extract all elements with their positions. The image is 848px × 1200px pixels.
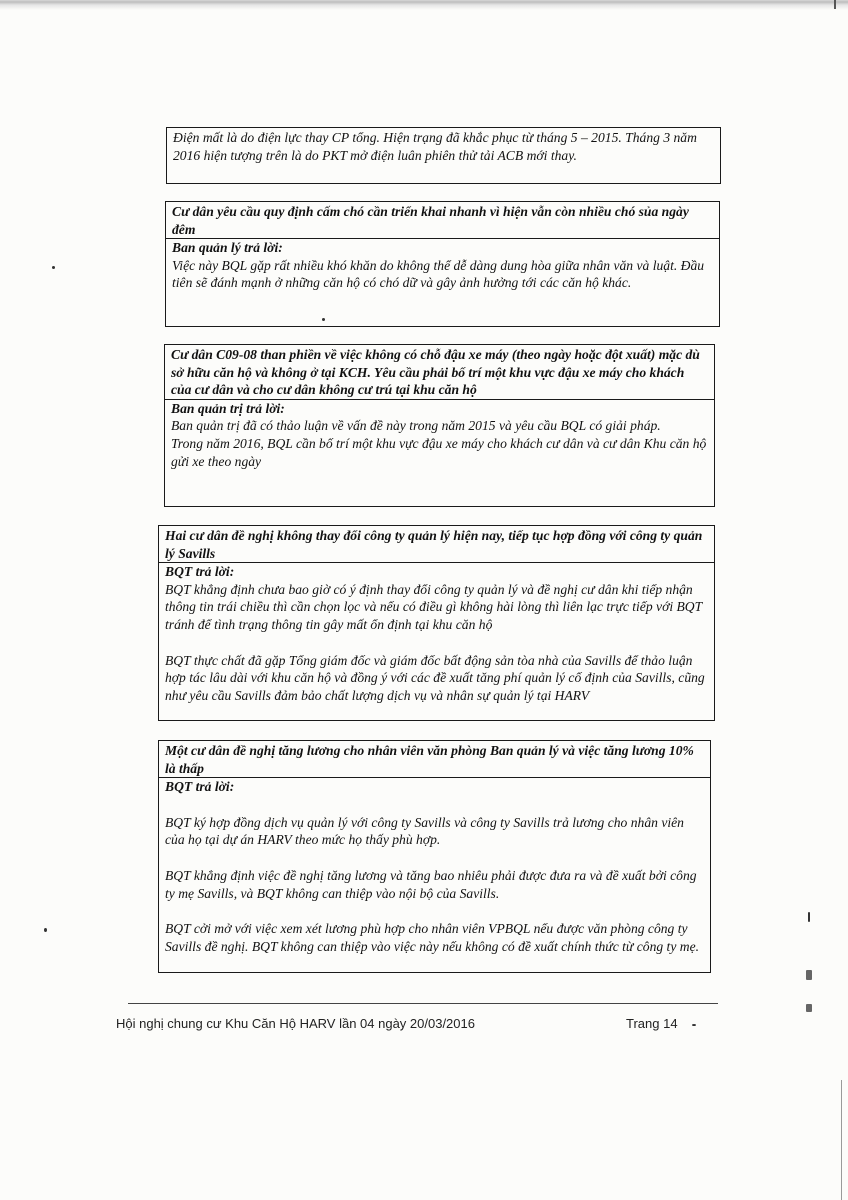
- footer-page-number: Trang 14: [626, 1016, 678, 1031]
- footer-document-title: Hội nghị chung cư Khu Căn Hộ HARV lần 04 ngày 20/03/2016: [116, 1016, 475, 1031]
- box-body: [159, 563, 714, 704]
- answer-paragraph: BQT cởi mở với việc xem xét lương phù hợp cho nhân viên VPBQL nếu được văn phòng công ty Savills đề nghị. BQT không can thiệp vào việc này nếu không có đề xuất chính thức từ công ty mẹ.: [165, 921, 700, 954]
- qa-box-staff-salary: [158, 740, 711, 973]
- paragraph-spacer: [165, 796, 704, 814]
- scan-speck: [322, 318, 325, 321]
- scan-mark: [834, 0, 836, 9]
- answer-paragraph: BQT ký hợp đồng dịch vụ quản lý với công ty Savills và công ty Savills trả lương cho nhân viên của họ tại dự án HARV theo mức họ thấy phù hợp.: [165, 814, 684, 848]
- answer-paragraph: Việc này BQL gặp rất nhiều khó khăn do không thể dễ dàng dung hòa giữa nhân văn và luật. Đầu tiên sẽ đánh mạnh ở những căn hộ có chó dữ và gây ảnh hưởng tới các căn hộ khác.: [172, 257, 705, 291]
- box-body: [167, 128, 720, 164]
- answer-paragraph: Ban quản trị đã có thảo luận về vấn đề này trong năm 2015 và yêu cầu BQL có giải pháp.: [171, 418, 661, 434]
- qa-box-dog-barking: [165, 201, 720, 327]
- qa-box-management-company: [158, 525, 715, 721]
- scan-speck: [806, 1004, 812, 1012]
- box-body: [159, 778, 710, 955]
- question-heading: Một cư dân đề nghị tăng lương cho nhân viên văn phòng Ban quản lý và việc tăng lương 10% là thấp: [159, 741, 710, 778]
- answer-label: Ban quản trị trả lời:: [171, 400, 285, 416]
- answer-box-power-outage: [166, 127, 721, 184]
- scan-speck: [808, 912, 810, 922]
- scan-edge-top: [0, 0, 848, 10]
- paragraph-spacer: [165, 849, 704, 867]
- scan-speck: [52, 266, 55, 269]
- answer-label: BQT trả lời:: [165, 564, 235, 580]
- scan-edge-right: [841, 1080, 842, 1200]
- answer-paragraph: BQT thực chất đã gặp Tổng giám đốc và giám đốc bất động sản tòa nhà của Savills để thảo luận hợp tác lâu dài với khu căn hộ và đồng ý với các đề xuất tăng phí quản lý cố định của Savills, cũng như yêu cầu Savills đảm bảo chất lượng dịch vụ và nhân sự quản lý tại HARV: [165, 652, 705, 703]
- paragraph-spacer: [165, 902, 704, 920]
- question-heading: Cư dân C09-08 than phiền về việc không có chỗ đậu xe máy (theo ngày hoặc đột xuất) mặc dù sở hữu căn hộ và không ở tại KCH. Yêu cầu phải bố trí một khu vực đậu xe máy cho khách của cư dân và cho cư dân không cư trú tại khu căn hộ: [165, 345, 714, 400]
- answer-paragraph: Điện mất là do điện lực thay CP tổng. Hiện trạng đã khắc phục từ tháng 5 – 2015. Tháng 3 năm 2016 hiện tượng trên là do PKT mở điện luân phiên thử tải ACB mới thay.: [173, 130, 697, 163]
- scan-speck: [806, 970, 812, 980]
- answer-paragraph: BQT khẳng định việc đề nghị tăng lương và tăng bao nhiêu phải được đưa ra và đề xuất bởi công ty mẹ Savills, và BQT không can thiệp vào nội bộ của Savills.: [165, 867, 697, 901]
- scan-speck: [44, 928, 47, 932]
- paragraph-spacer: [165, 634, 708, 652]
- scan-speck: [692, 1024, 696, 1026]
- box-body: [165, 400, 714, 470]
- footer-divider: [128, 1003, 718, 1004]
- box-body: [166, 239, 719, 292]
- answer-paragraph: Trong năm 2016, BQL cần bố trí một khu vực đậu xe máy cho khách cư dân và cư dân Khu căn hộ gửi xe theo ngày: [171, 435, 707, 469]
- answer-paragraph: BQT khẳng định chưa bao giờ có ý định thay đổi công ty quản lý và đề nghị cư dân khi tiếp nhận thông tin trái chiều thì cần chọn lọc và nếu có điều gì không hài lòng thì liên lạc trực tiếp với BQT tránh để tình trạng thông tin gây mất ổn định tại khu căn hộ: [165, 581, 702, 632]
- question-heading: Cư dân yêu cầu quy định cấm chó cần triển khai nhanh vì hiện vẫn còn nhiều chó sủa ngày đêm: [166, 202, 719, 239]
- question-heading: Hai cư dân đề nghị không thay đổi công ty quản lý hiện nay, tiếp tục hợp đồng với công ty quản lý Savills: [159, 526, 714, 563]
- qa-box-motorbike-parking: [164, 344, 715, 507]
- answer-label: Ban quản lý trả lời:: [172, 240, 283, 256]
- answer-label: BQT trả lời:: [165, 779, 235, 795]
